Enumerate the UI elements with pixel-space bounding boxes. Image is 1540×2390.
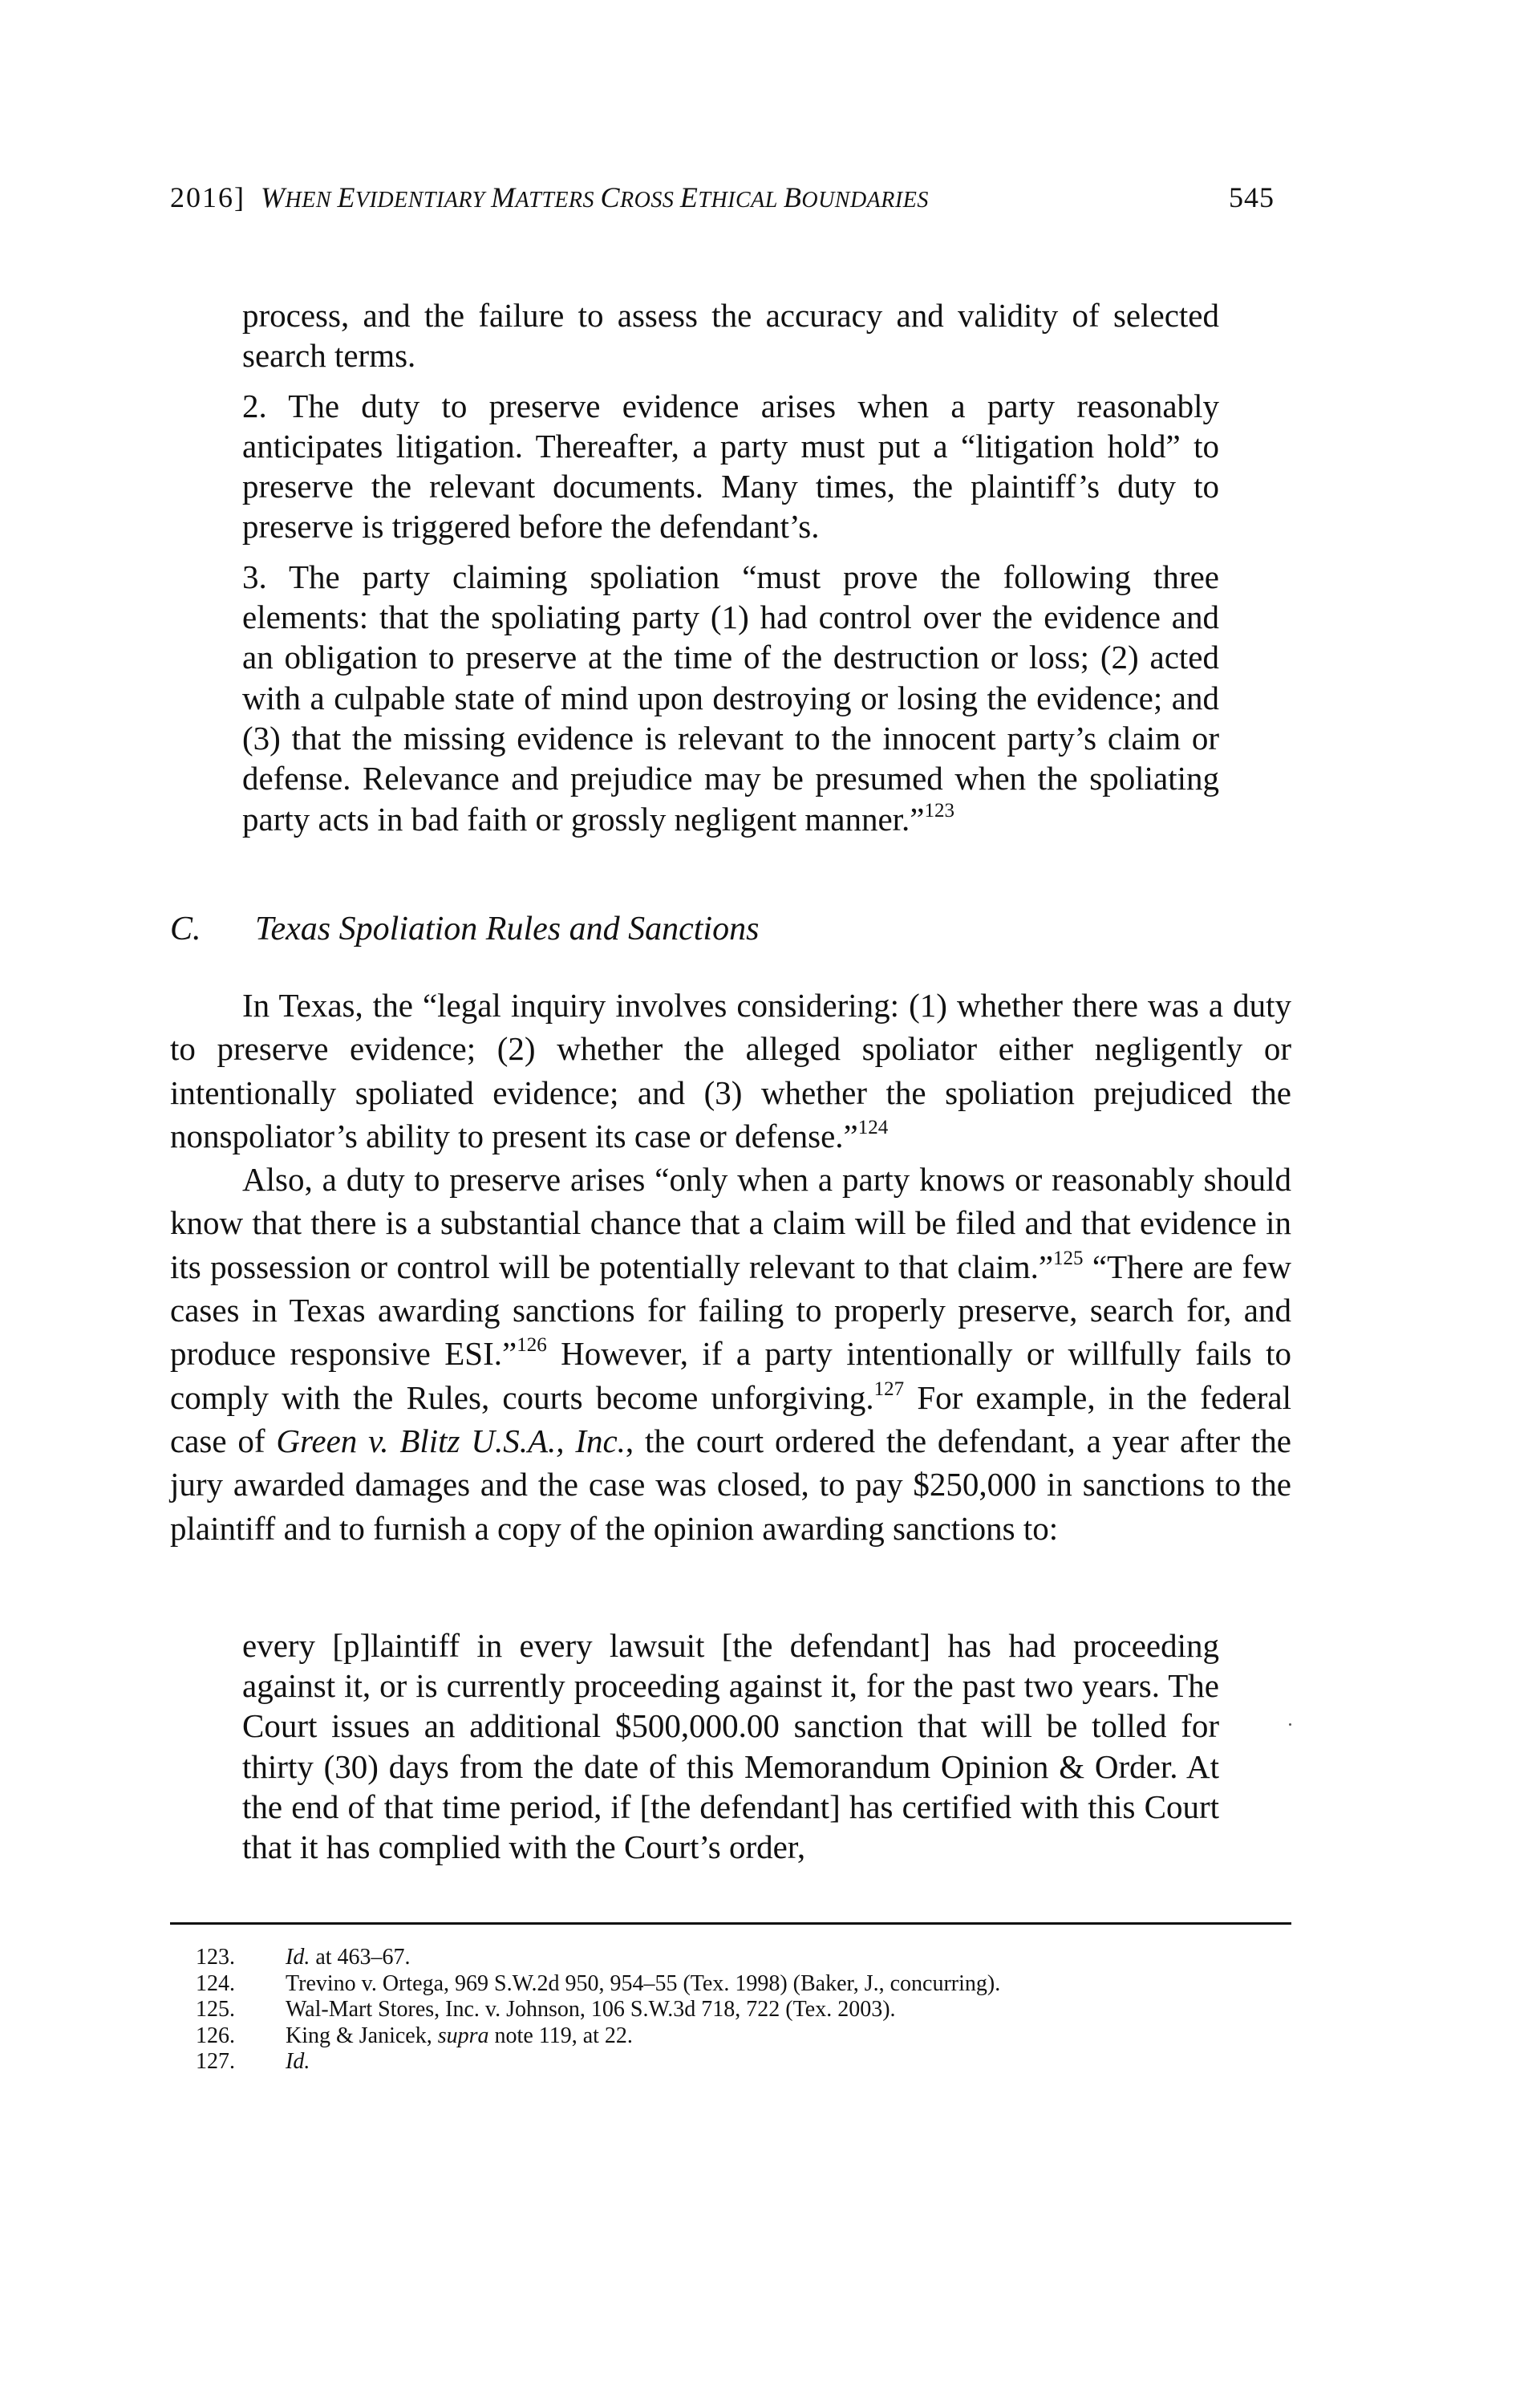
page-number: 545 bbox=[1229, 181, 1275, 213]
numbered-list bbox=[242, 295, 1219, 839]
stray-mark bbox=[1289, 1723, 1291, 1726]
list-item-1-continuation: process, and the failure to assess the accuracy and validity of selected search terms. bbox=[242, 297, 1219, 375]
footnote-divider bbox=[170, 1922, 1291, 1925]
footnote-ref-123[interactable]: 123 bbox=[924, 799, 955, 822]
paragraph-texas-inquiry: In Texas, the “legal inquiry involves considering: (1) whether there was a duty to preserve evidence; (2) whether the alleged spoliator either negligently or intentionally spoliated evidence; and (3) whether the spoliation prejudiced the nonspoliator’s ability to present its case or defense.”$^{124}$ bbox=[170, 987, 1291, 1154]
header-title: WHEN EVIDENTIARY MATTERS CROSS ETHICAL BOUNDARIES bbox=[261, 181, 929, 213]
block-quote bbox=[242, 1625, 1219, 1867]
list-item-2: 2. The duty to preserve evidence arises when a party reasonably anticipates litigation. Thereafter, a party must put a “litigation hold” to preserve the relevant documents. Many times, the plaintiff’s duty to preserve is triggered before the defendant’s. bbox=[242, 387, 1219, 546]
footnote-ref-127[interactable]: 127 bbox=[873, 1378, 905, 1400]
list-item-3: 3. The party claiming spoliation “must prove the following three elements: that the spoliating party (1) had control over the evidence and an obligation to preserve at the time of the destruction or loss; (2) acted with a culpable state of mind upon destroying or losing the evidence; and (3) that the missing evidence is relevant to the innocent party’s claim or defense. Relevance and prejudice may be presumed when the spoliating party acts in bad faith or grossly negligent manner.”$^{123}$ bbox=[242, 558, 1219, 838]
footnote-126: 126. King & Janicek, supra note 119, at 22. bbox=[196, 2023, 633, 2048]
block-quote-text: every [p]laintiff in every lawsuit [the defendant] has had proceeding against it, or is currently proceeding against it, for the past two years. The Court issues an additional $500,000.00 sanction that will be tolled for thirty (30) days from the date of this Memorandum Opinion & Order. At the end of that time period, if [the defendant] has certified with this Court that it has complied with the Court’s order, bbox=[242, 1627, 1219, 1866]
section-heading bbox=[170, 910, 1213, 948]
paragraph-duty-to-preserve: Also, a duty to preserve arises “only when a party knows or reasonably should know that there is a substantial chance that a claim will be filed and that evidence in its possession or control will be potentially relevant to that claim.”$^{125}$ “There are few cases in Texas awarding sanctions for failing to properly preserve, search for, and produce responsive ESI.”$^{126}$ However, if a party intentionally or willfully fails to comply with the Rules, courts become unforgiving.$^{127}$ For example, in the federal case of Green v. Blitz U.S.A., Inc., the court ordered the defendant, a year after the jury awarded damages and the case was closed, to pay $250,000 in sanctions to the plaintiff and to furnish a copy of the opinion awarding sanctions to: bbox=[170, 1161, 1291, 1547]
footnote-124: 124. Trevino v. Ortega, 969 S.W.2d 950, 954–55 (Tex. 1998) (Baker, J., concurring). bbox=[196, 1970, 1001, 1996]
footnote-123: 123. Id. at 463–67. bbox=[196, 1945, 411, 1970]
footnotes bbox=[196, 1945, 1238, 2076]
header-year: 2016] bbox=[170, 181, 245, 213]
footnote-ref-125[interactable]: 125 bbox=[1053, 1247, 1084, 1269]
footnote-ref-126[interactable]: 126 bbox=[517, 1334, 547, 1357]
footnote-125: 125. Wal-Mart Stores, Inc. v. Johnson, 106 S.W.3d 718, 722 (Tex. 2003). bbox=[196, 1997, 896, 2022]
section-letter: C. bbox=[170, 911, 201, 947]
case-name: Green v. Blitz U.S.A., Inc. bbox=[276, 1422, 626, 1459]
section-title: Texas Spoliation Rules and Sanctions bbox=[255, 911, 760, 947]
footnote-127: 127. Id. bbox=[196, 2049, 310, 2074]
footnote-ref-124[interactable]: 124 bbox=[857, 1116, 889, 1138]
body-text bbox=[170, 984, 1291, 1550]
running-header bbox=[170, 179, 1293, 219]
